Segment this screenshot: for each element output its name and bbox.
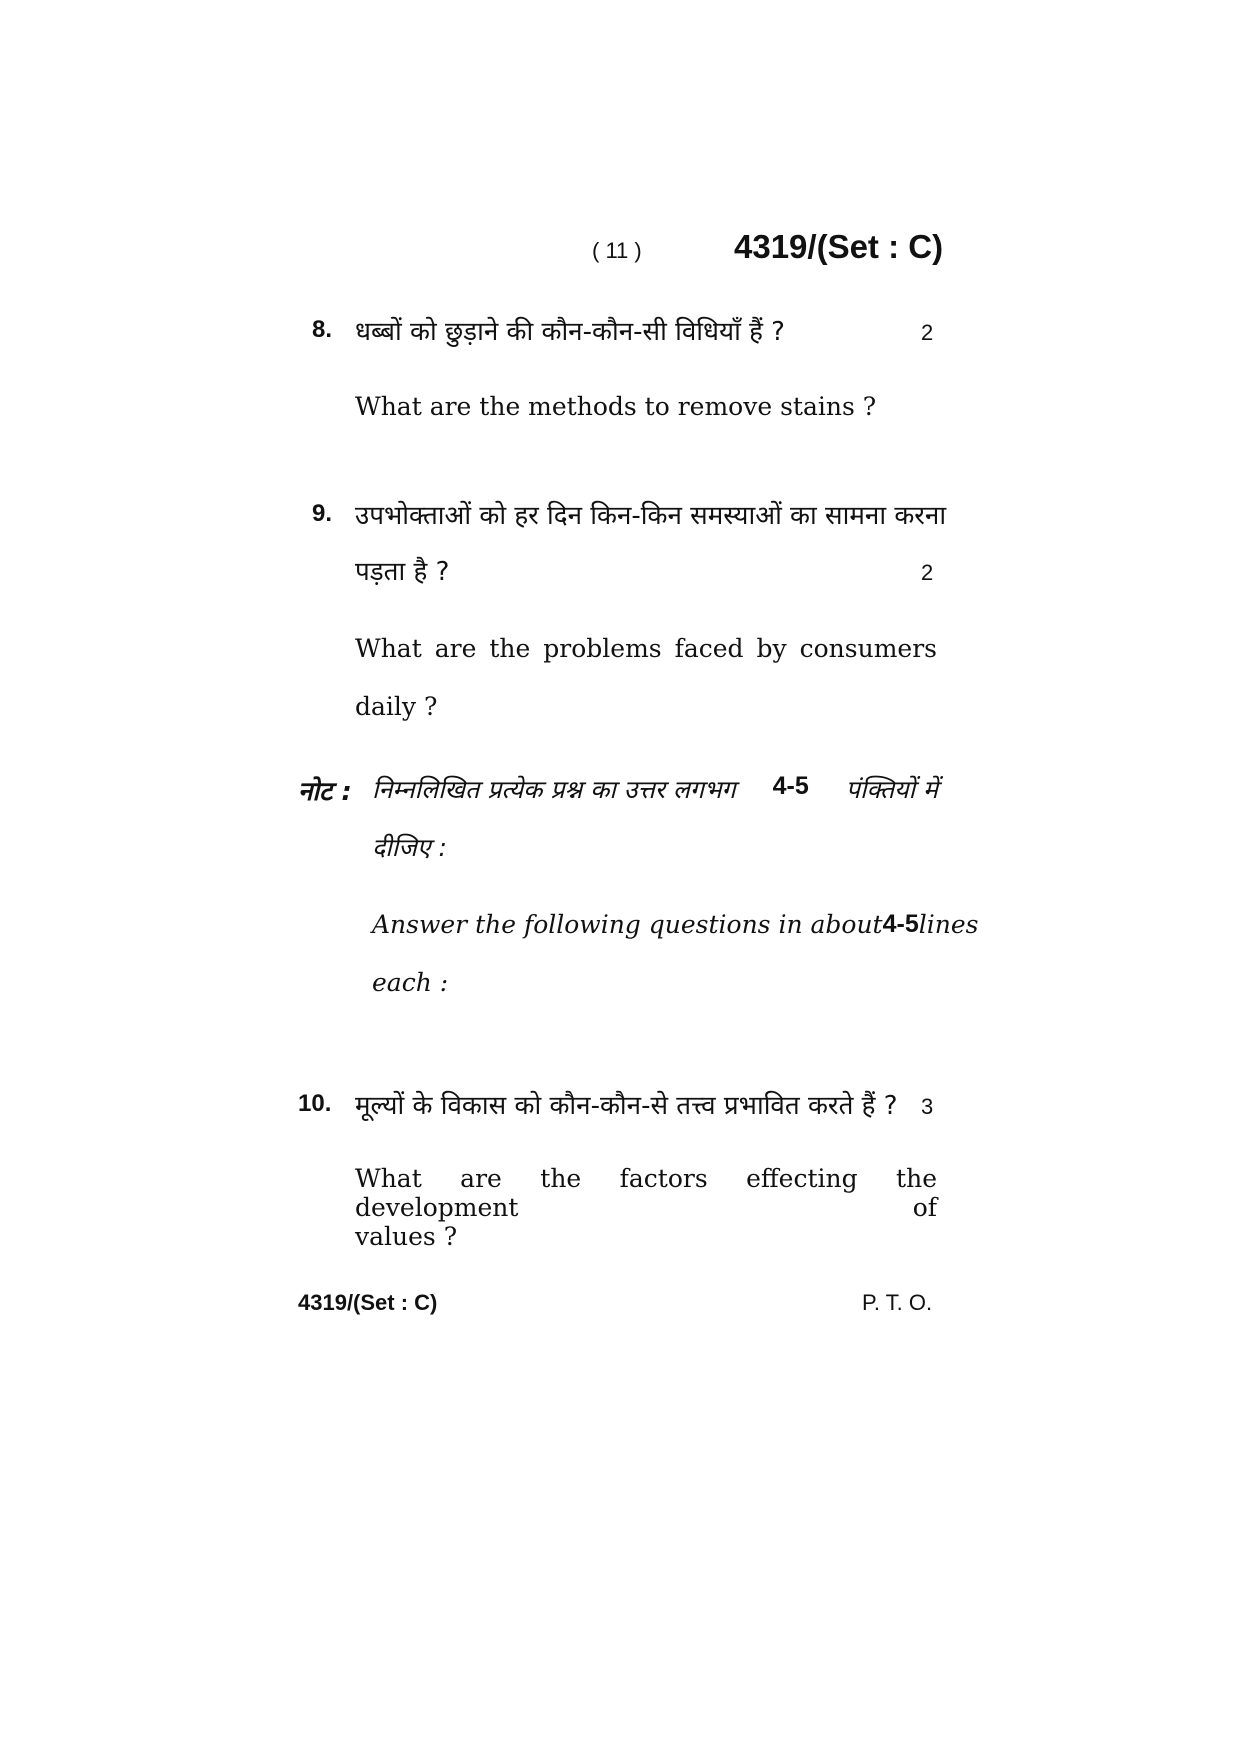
note-english-line-2: each :	[372, 968, 449, 997]
question-9-english-line-2: daily ?	[355, 692, 438, 721]
question-10-marks: 3	[921, 1094, 934, 1119]
question-8-hindi: धब्बों को छुड़ाने की कौन-कौन-सी विधियाँ हैं ?	[355, 317, 785, 347]
question-10-english-line-1: What are the factors effecting the development of	[355, 1164, 937, 1222]
note-english-before: Answer the following questions in about	[372, 910, 883, 939]
note-english-line-1	[372, 910, 979, 939]
note-hindi-line-1	[372, 772, 938, 806]
paper-code-footer: 4319/(Set : C)	[298, 1290, 438, 1315]
note-hindi-number: 4-5	[772, 772, 809, 800]
question-10-english-line-2: values ?	[355, 1222, 458, 1251]
question-9-number: 9.	[312, 500, 333, 527]
question-10-number: 10.	[298, 1090, 332, 1117]
question-9-marks: 2	[921, 560, 934, 585]
note-english-after: lines	[918, 910, 979, 939]
note-hindi-line-2: दीजिए :	[372, 833, 447, 862]
note-label: नोट :	[298, 777, 352, 807]
note-english-number: 4-5	[882, 910, 919, 938]
question-8-marks: 2	[921, 320, 934, 345]
pto-label: P. T. O.	[862, 1290, 933, 1315]
question-9-hindi-line-1	[355, 496, 947, 532]
question-9-hindi-text: उपभोक्ताओं को हर दिन किन-किन समस्याओं का सामना करना	[355, 501, 947, 531]
question-8-number: 8.	[312, 316, 333, 343]
question-9-hindi-line-2: पड़ता है ?	[355, 557, 450, 587]
note-hindi-after: पंक्तियों में	[845, 775, 938, 804]
paper-code-header: 4319/(Set : C)	[734, 228, 944, 265]
question-9-english-line-1: What are the problems faced by consumers	[355, 634, 937, 663]
question-10-hindi: मूल्यों के विकास को कौन-कौन-से तत्त्व प्रभावित करते हैं ?	[355, 1091, 898, 1121]
page-number: ( 11 )	[592, 238, 642, 263]
question-8-english: What are the methods to remove stains ?	[355, 392, 877, 421]
note-hindi-before: निम्नलिखित प्रत्येक प्रश्न का उत्तर लगभग	[372, 775, 736, 804]
